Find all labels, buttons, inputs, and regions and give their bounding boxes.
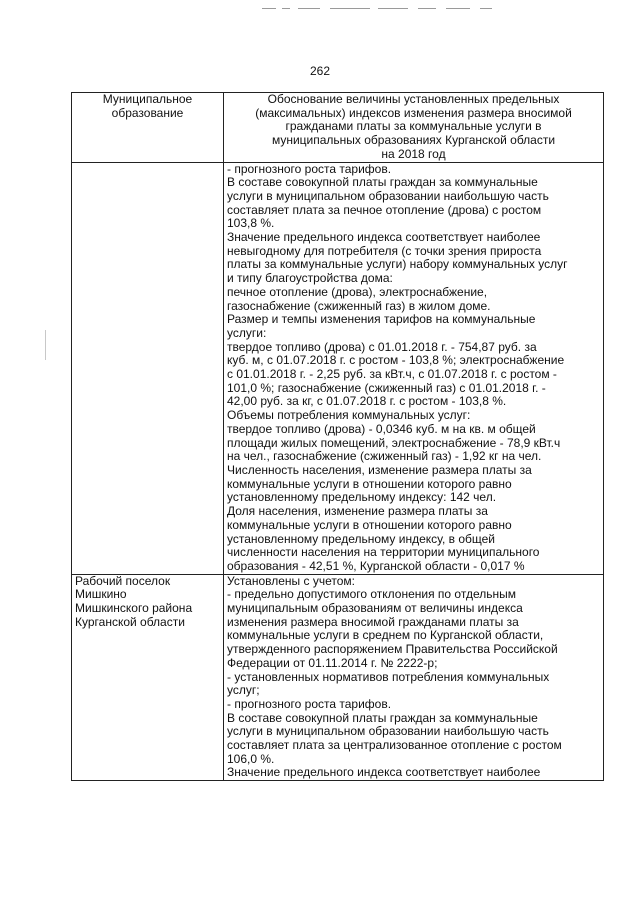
justification-cell (224, 162, 604, 574)
text-line: В составе совокупной платы граждан за коммунальные (227, 710, 538, 725)
text-line: невыгодному для потребителя (с точки зрения прироста (227, 243, 542, 258)
header-line: образование (111, 105, 184, 120)
scan-artifact (446, 8, 470, 9)
text-line: изменения размера вносимой гражданами платы за (227, 614, 519, 629)
scan-artifact (262, 8, 276, 9)
text-line: услуги в муниципальном образовании наибольшую часть (227, 188, 549, 203)
text-line: Федерации от 01.11.2014 г. № 2222-р; (227, 655, 438, 670)
text-line: печное отопление (дрова), электроснабжение, (227, 284, 488, 299)
text-line: услуги: (227, 325, 267, 340)
text-line: Значение предельного индекса соответствует наиболее (227, 230, 541, 245)
text-line: 101,0 %; газоснабжение (сжиженный газ) с 01.01.2018 г. - (227, 380, 546, 395)
tariff-index-table (71, 92, 604, 781)
text-line: составляет плата за централизованное отопление с ростом (227, 738, 562, 753)
text-line: на чел., газоснабжение (сжиженный газ) - 1,92 кг на чел. (227, 449, 542, 464)
header-justification (224, 93, 604, 163)
header-municipality (72, 93, 224, 163)
text-line: - установленных нормативов потребления коммунальных (227, 669, 550, 684)
header-line: муниципальных образованиях Курганской области (271, 133, 556, 148)
text-line: 103,8 %. (227, 216, 275, 231)
municipality-line: Мишкино (75, 587, 127, 602)
municipality-line: Мишкинского района (75, 601, 193, 616)
scan-artifact (282, 8, 290, 9)
text-line: утвержденного распоряжением Правительства Российской (227, 642, 558, 657)
scan-artifact (418, 8, 436, 9)
page-number: 262 (309, 64, 331, 78)
table-row (72, 162, 604, 574)
text-line: Размер и темпы изменения тарифов на коммунальные (227, 312, 536, 327)
justification-cell (224, 574, 604, 781)
text-line: В составе совокупной платы граждан за коммунальные (227, 175, 538, 190)
text-line: коммунальные услуги в отношении которого равно (227, 476, 512, 491)
municipality-cell (72, 162, 224, 574)
scan-artifact (298, 8, 320, 9)
text-line: Доля населения, изменение размера платы за (227, 504, 488, 519)
municipality-line: Курганской области (75, 614, 185, 629)
text-line: услуг; (227, 683, 260, 698)
text-line: установленному предельному индексу, в общей (227, 531, 495, 546)
text-line: площади жилых помещений, электроснабжение - 78,9 кВт.ч (227, 435, 561, 450)
scan-artifact (480, 8, 492, 9)
table-row (72, 574, 604, 781)
text-line: Численность населения, изменение размера платы за (227, 462, 532, 477)
text-line: Объемы потребления коммунальных услуг: (227, 408, 471, 423)
table-header-row (72, 93, 604, 163)
text-line: с 01.01.2018 г. - 2,25 руб. за кВт.ч, с 01.07.2018 г. с ростом - (227, 367, 557, 382)
scan-artifact (45, 330, 46, 360)
text-line: 42,00 руб. за кг, с 01.07.2018 г. с ростом - 103,8 %. (227, 394, 507, 409)
text-line: Установлены с учетом: (227, 573, 355, 588)
text-line: - предельно допустимого отклонения по отдельным (227, 587, 516, 602)
text-line: платы за коммунальные услуги) набору коммунальных услуг (227, 257, 568, 272)
scan-artifact (378, 8, 408, 9)
text-line: составляет плата за печное отопление (дрова) с ростом (227, 202, 542, 217)
text-line: твердое топливо (дрова) с 01.01.2018 г. - 754,87 руб. за (227, 339, 537, 354)
municipality-line: Рабочий поселок (75, 573, 171, 588)
text-line: газоснабжение (сжиженный газ) в жилом доме. (227, 298, 491, 313)
text-line: - прогнозного роста тарифов. (227, 161, 392, 176)
text-line: - прогнозного роста тарифов. (227, 696, 392, 711)
text-line: услуги в муниципальном образовании наибольшую часть (227, 724, 549, 739)
text-line: 106,0 %. (227, 751, 275, 766)
text-line: коммунальные услуги в отношении которого равно (227, 517, 512, 532)
header-line: Муниципальное (102, 92, 193, 106)
text-line: численности населения на территории муниципального (227, 545, 540, 560)
text-line: муниципальным образованиям от величины индекса (227, 601, 523, 616)
text-line: установленному предельному индексу: 142 чел. (227, 490, 497, 505)
header-line: гражданами платы за коммунальные услуги в (285, 119, 542, 134)
text-line: и типу благоустройства дома: (227, 271, 393, 286)
header-line: на 2018 год (381, 146, 446, 161)
text-line: коммунальные услуги в среднем по Курганской области, (227, 628, 544, 643)
text-line: куб. м, с 01.07.2018 г. с ростом - 103,8 %; электроснабжение (227, 353, 565, 368)
text-line: Значение предельного индекса соответствует наиболее (227, 765, 541, 780)
header-line: Обоснование величины установленных предельных (267, 92, 560, 106)
scan-artifact (330, 8, 370, 9)
text-line: твердое топливо (дрова) - 0,0346 куб. м на кв. м общей (227, 421, 536, 436)
header-line: (максимальных) индексов изменения размера вносимой (255, 105, 572, 120)
text-line: образования - 42,51 %, Курганской области - 0,017 % (227, 558, 525, 573)
municipality-cell (72, 574, 224, 781)
